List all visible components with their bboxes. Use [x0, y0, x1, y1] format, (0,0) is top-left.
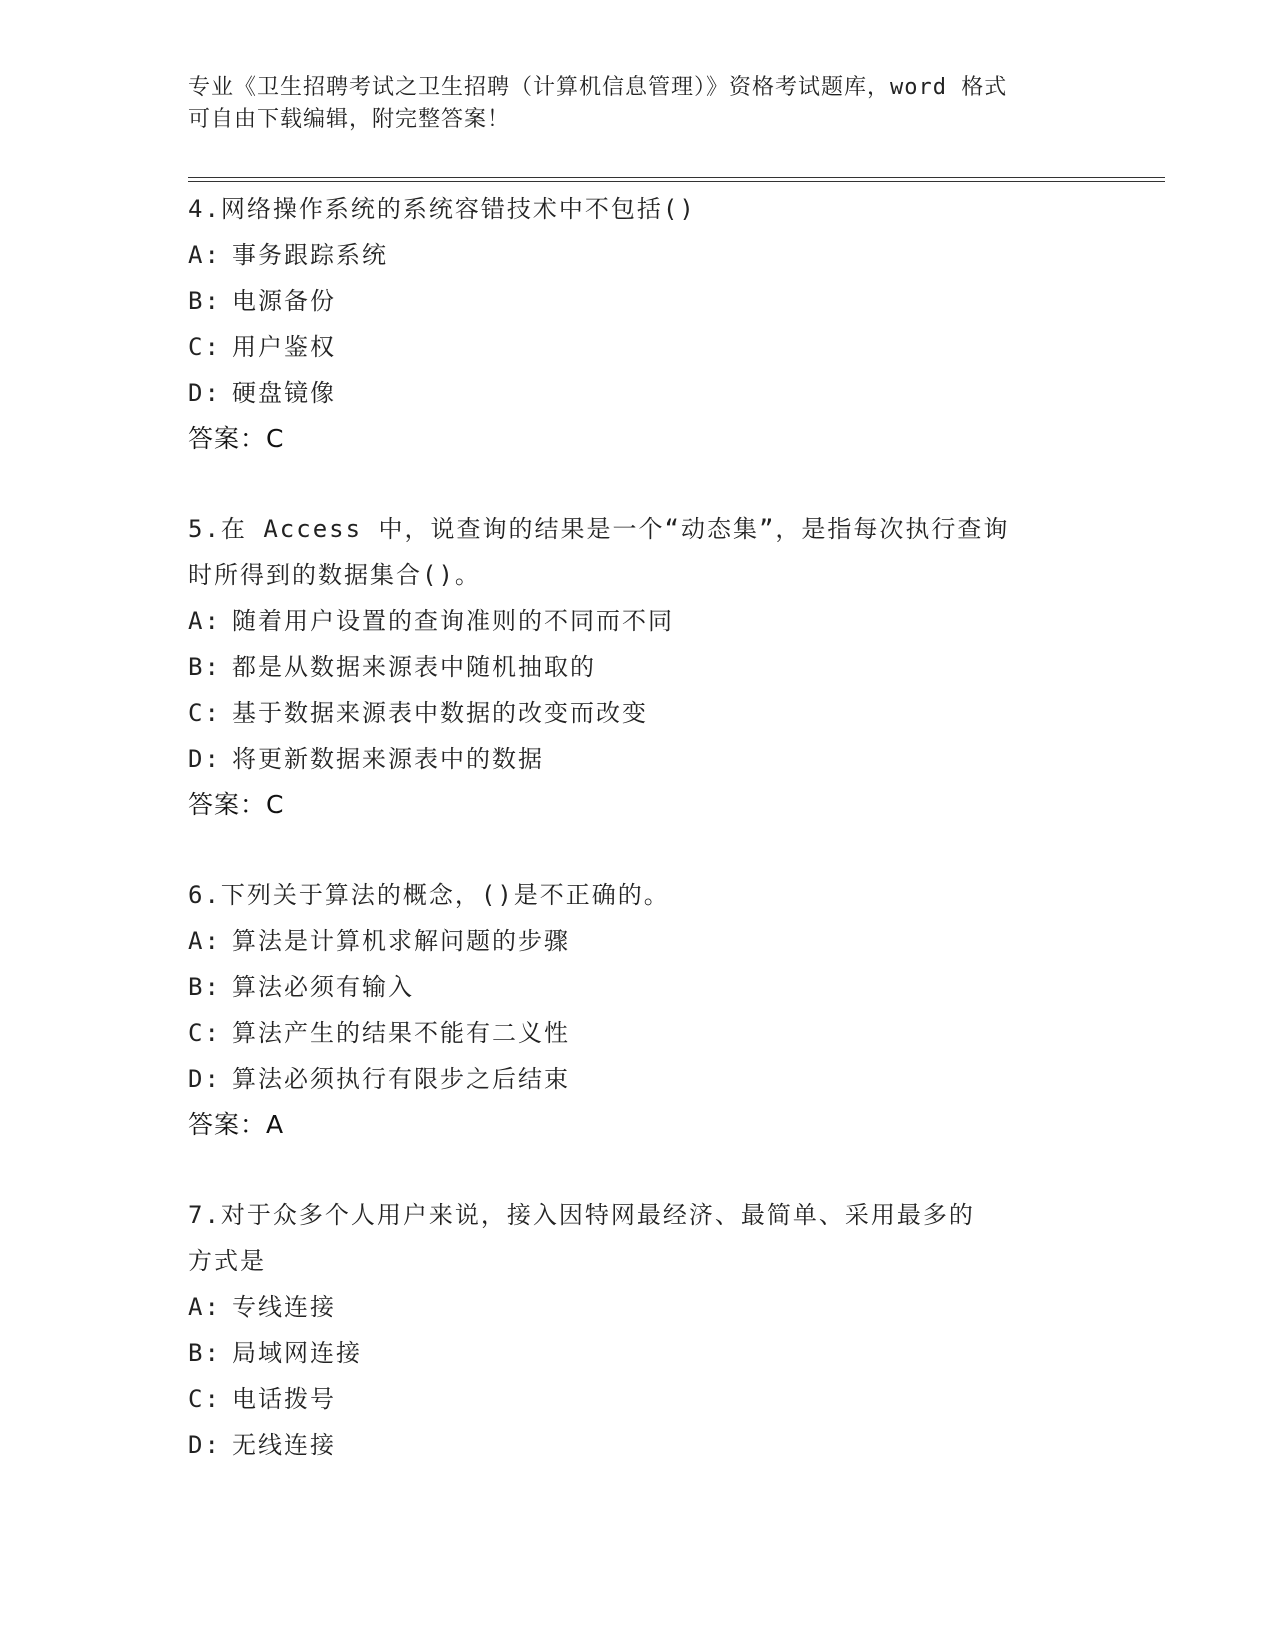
option-key: C:	[188, 1385, 221, 1413]
header-line-1: 专业《卫生招聘考试之卫生招聘（计算机信息管理）》资格考试题库，word 格式	[188, 75, 1008, 100]
option-c	[188, 324, 1088, 370]
option-text: 算法必须执行有限步之后结束	[232, 1065, 570, 1093]
option-text: 电话拨号	[232, 1385, 336, 1413]
option-key: C:	[188, 1019, 221, 1047]
header-divider-top	[188, 177, 1165, 178]
option-text: 电源备份	[232, 287, 336, 315]
option-key: A:	[188, 607, 221, 635]
answer: 答案：C	[188, 790, 285, 819]
option-text: 都是从数据来源表中随机抽取的	[232, 653, 596, 681]
question-stem: 6.下列关于算法的概念，()是不正确的。	[188, 881, 670, 909]
option-a	[188, 232, 1088, 278]
option-d	[188, 736, 1088, 782]
option-d	[188, 370, 1088, 416]
option-key: B:	[188, 973, 221, 1001]
option-text: 将更新数据来源表中的数据	[232, 745, 544, 773]
question-stem-line-2: 方式是	[188, 1247, 266, 1275]
header-line-2: 可自由下载编辑，附完整答案！	[188, 107, 511, 132]
option-text: 基于数据来源表中数据的改变而改变	[232, 699, 648, 727]
option-c	[188, 1376, 1088, 1422]
option-b	[188, 964, 1088, 1010]
option-text: 事务跟踪系统	[232, 241, 388, 269]
question-5	[188, 506, 1088, 828]
header-divider-bottom	[188, 181, 1165, 182]
option-b	[188, 644, 1088, 690]
option-key: D:	[188, 1065, 221, 1093]
option-key: A:	[188, 241, 221, 269]
option-b	[188, 278, 1088, 324]
option-text: 硬盘镜像	[232, 379, 336, 407]
option-key: C:	[188, 699, 221, 727]
option-text: 算法产生的结果不能有二义性	[232, 1019, 570, 1047]
option-key: D:	[188, 1431, 221, 1459]
option-key: B:	[188, 1339, 221, 1367]
option-text: 用户鉴权	[232, 333, 336, 361]
option-c	[188, 1010, 1088, 1056]
option-a	[188, 598, 1088, 644]
question-6	[188, 872, 1088, 1148]
option-key: A:	[188, 927, 221, 955]
option-key: A:	[188, 1293, 221, 1321]
question-7	[188, 1192, 1088, 1468]
option-key: D:	[188, 379, 221, 407]
option-text: 随着用户设置的查询准则的不同而不同	[232, 607, 674, 635]
question-stem-line-2: 时所得到的数据集合()。	[188, 561, 481, 589]
option-text: 局域网连接	[232, 1339, 362, 1367]
option-text: 专线连接	[232, 1293, 336, 1321]
question-list	[188, 186, 1088, 1512]
question-stem-line-1: 7.对于众多个人用户来说，接入因特网最经济、最简单、采用最多的	[188, 1201, 975, 1229]
question-stem: 4.网络操作系统的系统容错技术中不包括()	[188, 195, 696, 223]
option-c	[188, 690, 1088, 736]
question-4	[188, 186, 1088, 462]
option-b	[188, 1330, 1088, 1376]
option-key: B:	[188, 653, 221, 681]
document-header	[188, 72, 1088, 136]
option-a	[188, 1284, 1088, 1330]
answer: 答案：C	[188, 424, 285, 453]
question-stem-line-1: 5.在 Access 中，说查询的结果是一个“动态集”，是指每次执行查询	[188, 515, 1010, 543]
option-text: 算法是计算机求解问题的步骤	[232, 927, 570, 955]
option-a	[188, 918, 1088, 964]
option-key: B:	[188, 287, 221, 315]
option-d	[188, 1422, 1088, 1468]
option-text: 算法必须有输入	[232, 973, 414, 1001]
option-d	[188, 1056, 1088, 1102]
option-key: C:	[188, 333, 221, 361]
option-key: D:	[188, 745, 221, 773]
option-text: 无线连接	[232, 1431, 336, 1459]
answer: 答案：A	[188, 1110, 285, 1139]
